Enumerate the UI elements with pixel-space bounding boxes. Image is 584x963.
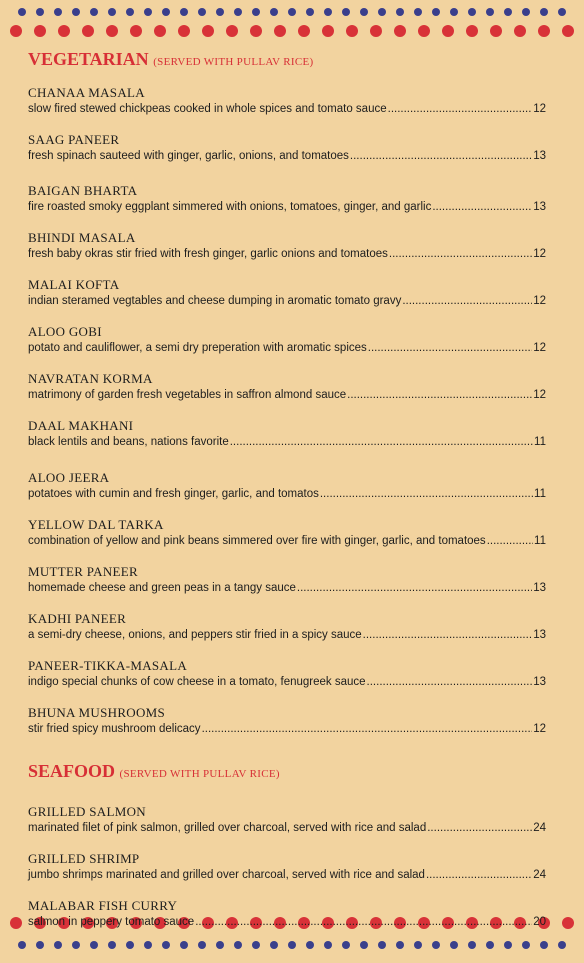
border-dot [288, 941, 296, 949]
border-dot [58, 25, 70, 37]
dot-leader [432, 199, 532, 215]
menu-item [28, 851, 546, 883]
border-dot [514, 25, 526, 37]
menu-item [28, 517, 546, 549]
menu-item [28, 85, 546, 117]
border-dot [396, 8, 404, 16]
border-dot [466, 25, 478, 37]
border-dot [198, 941, 206, 949]
border-dot [180, 941, 188, 949]
border-dot [234, 8, 242, 16]
border-dot [360, 941, 368, 949]
border-dot [378, 941, 386, 949]
section-note: (SERVED WITH PULLAV RICE) [153, 56, 314, 68]
border-dot [36, 941, 44, 949]
border-dot [370, 25, 382, 37]
border-dot [270, 941, 278, 949]
dot-leader [202, 721, 533, 737]
border-dot [82, 25, 94, 37]
top-border-large-dots [0, 25, 584, 37]
item-name: BHINDI MASALA [28, 230, 136, 245]
menu-item [28, 611, 546, 643]
section-title-vegetarian [28, 48, 546, 73]
border-dot [216, 8, 224, 16]
menu-item [28, 898, 546, 930]
border-dot [54, 941, 62, 949]
item-name: MALAI KOFTA [28, 277, 120, 292]
border-dot [562, 917, 574, 929]
item-name: MALABAR FISH CURRY [28, 898, 178, 913]
item-description: combination of yellow and pink beans simmered over fire with ginger, garlic, and tomatoes [28, 535, 486, 547]
section-note: (SERVED WITH PULLAV RICE) [119, 768, 280, 780]
border-dot [562, 25, 574, 37]
item-name: MUTTER PANEER [28, 564, 138, 579]
item-description: jumbo shrimps marinated and grilled over charcoal, served with rice and salad [28, 869, 425, 881]
border-dot [234, 941, 242, 949]
border-dot [178, 25, 190, 37]
border-dot [130, 25, 142, 37]
border-dot [324, 8, 332, 16]
border-dot [274, 25, 286, 37]
menu-item [28, 371, 546, 403]
border-dot [126, 8, 134, 16]
border-dot [250, 25, 262, 37]
item-name: YELLOW DAL TARKA [28, 517, 164, 532]
item-description: fresh spinach sauteed with ginger, garlic, onions, and tomatoes [28, 150, 349, 162]
menu-item [28, 230, 546, 262]
border-dot [90, 8, 98, 16]
dot-leader [427, 820, 532, 836]
border-dot [10, 917, 22, 929]
dot-leader [230, 434, 533, 450]
border-dot [468, 941, 476, 949]
item-price: 11 [534, 436, 546, 448]
dot-leader [195, 914, 532, 930]
dot-leader [320, 486, 533, 502]
border-dot [144, 8, 152, 16]
border-dot [504, 941, 512, 949]
item-description: a semi-dry cheese, onions, and peppers stir fried in a spicy sauce [28, 629, 362, 641]
dot-leader [367, 674, 533, 690]
border-dot [394, 25, 406, 37]
border-dot [162, 941, 170, 949]
item-description: homemade cheese and green peas in a tangy sauce [28, 582, 296, 594]
border-dot [252, 941, 260, 949]
item-price: 13 [533, 201, 546, 213]
border-dot [306, 941, 314, 949]
dot-leader [350, 148, 532, 164]
border-dot [540, 941, 548, 949]
item-price: 12 [533, 103, 546, 115]
dot-leader [297, 580, 532, 596]
item-name: ALOO GOBI [28, 324, 102, 339]
border-dot [378, 8, 386, 16]
border-dot [342, 941, 350, 949]
border-dot [346, 25, 358, 37]
border-dot [108, 8, 116, 16]
item-price: 12 [533, 248, 546, 260]
item-price: 24 [533, 822, 546, 834]
dot-leader [363, 627, 533, 643]
border-dot [288, 8, 296, 16]
menu-item [28, 705, 546, 737]
item-price: 20 [533, 916, 546, 928]
item-name: ALOO JEERA [28, 470, 110, 485]
border-dot [486, 941, 494, 949]
border-dot [324, 941, 332, 949]
item-name: KADHI PANEER [28, 611, 127, 626]
item-price: 12 [533, 723, 546, 735]
border-dot [36, 8, 44, 16]
border-dot [202, 25, 214, 37]
border-dot [270, 8, 278, 16]
item-description: black lentils and beans, nations favorite [28, 436, 229, 448]
border-dot [154, 25, 166, 37]
dot-leader [389, 246, 532, 262]
item-name: PANEER-TIKKA-MASALA [28, 658, 188, 673]
menu-item [28, 132, 546, 164]
section-title-seafood [28, 760, 546, 785]
border-dot [216, 941, 224, 949]
item-name: BHUNA MUSHROOMS [28, 705, 166, 720]
border-dot [18, 8, 26, 16]
item-price: 24 [533, 869, 546, 881]
border-dot [396, 941, 404, 949]
dot-leader [487, 533, 533, 549]
border-dot [18, 941, 26, 949]
border-dot [144, 941, 152, 949]
border-dot [414, 941, 422, 949]
border-dot [360, 8, 368, 16]
item-name: SAAG PANEER [28, 132, 120, 147]
menu-item [28, 804, 546, 836]
item-name: BAIGAN BHARTA [28, 183, 138, 198]
item-description: fire roasted smoky eggplant simmered with onions, tomatoes, ginger, and garlic [28, 201, 432, 213]
menu-item [28, 277, 546, 309]
border-dot [106, 25, 118, 37]
item-description: fresh baby okras stir fried with fresh ginger, garlic onions and tomatoes [28, 248, 388, 260]
border-dot [558, 941, 566, 949]
border-dot [226, 25, 238, 37]
border-dot [10, 25, 22, 37]
dot-leader [402, 293, 532, 309]
section-title-text: VEGETARIAN [28, 49, 149, 69]
item-description: slow fired stewed chickpeas cooked in whole spices and tomato sauce [28, 103, 387, 115]
item-name: NAVRATAN KORMA [28, 371, 153, 386]
border-dot [198, 8, 206, 16]
border-dot [252, 8, 260, 16]
item-description: marinated filet of pink salmon, grilled over charcoal, served with rice and salad [28, 822, 427, 834]
border-dot [90, 941, 98, 949]
menu-item [28, 324, 546, 356]
item-description: salmon in peppery tomato sauce [28, 916, 195, 928]
item-description: indigo special chunks of cow cheese in a tomato, fenugreek sauce [28, 676, 366, 688]
border-dot [432, 941, 440, 949]
border-dot [72, 941, 80, 949]
border-dot [180, 8, 188, 16]
menu-item [28, 658, 546, 690]
border-dot [126, 941, 134, 949]
border-dot [34, 25, 46, 37]
border-dot [504, 8, 512, 16]
item-name: GRILLED SALMON [28, 804, 146, 819]
border-dot [306, 8, 314, 16]
menu-item [28, 470, 546, 502]
border-dot [162, 8, 170, 16]
item-price: 13 [533, 150, 546, 162]
border-dot [558, 8, 566, 16]
item-price: 11 [534, 488, 546, 500]
border-dot [540, 8, 548, 16]
menu-content [28, 48, 546, 930]
border-dot [342, 8, 350, 16]
item-price: 12 [533, 389, 546, 401]
dot-leader [388, 101, 533, 117]
item-description: potato and cauliflower, a semi dry preperation with aromatic spices [28, 342, 367, 354]
item-price: 11 [534, 535, 546, 547]
item-name: DAAL MAKHANI [28, 418, 134, 433]
border-dot [418, 25, 430, 37]
item-name: CHANAA MASALA [28, 85, 145, 100]
border-dot [522, 941, 530, 949]
menu-item [28, 564, 546, 596]
dot-leader [426, 867, 532, 883]
item-price: 13 [533, 629, 546, 641]
border-dot [450, 941, 458, 949]
bottom-border-small-dots [0, 941, 584, 949]
border-dot [522, 8, 530, 16]
border-dot [414, 8, 422, 16]
item-description: stir fried spicy mushroom delicacy [28, 723, 201, 735]
menu-item [28, 183, 546, 215]
item-description: indian steramed vegtables and cheese dumping in aromatic tomato gravy [28, 295, 402, 307]
border-dot [298, 25, 310, 37]
item-price: 13 [533, 676, 546, 688]
border-dot [108, 941, 116, 949]
section-title-text: SEAFOOD [28, 761, 116, 781]
item-name: GRILLED SHRIMP [28, 851, 140, 866]
dot-leader [368, 340, 532, 356]
border-dot [54, 8, 62, 16]
menu-item [28, 418, 546, 450]
border-dot [442, 25, 454, 37]
item-price: 12 [533, 342, 546, 354]
border-dot [450, 8, 458, 16]
border-dot [538, 25, 550, 37]
border-dot [72, 8, 80, 16]
item-price: 12 [533, 295, 546, 307]
border-dot [322, 25, 334, 37]
item-description: matrimony of garden fresh vegetables in saffron almond sauce [28, 389, 347, 401]
border-dot [486, 8, 494, 16]
top-border-small-dots [0, 8, 584, 16]
border-dot [432, 8, 440, 16]
border-dot [490, 25, 502, 37]
item-description: potatoes with cumin and fresh ginger, garlic, and tomatos [28, 488, 319, 500]
item-price: 13 [533, 582, 546, 594]
border-dot [468, 8, 476, 16]
dot-leader [347, 387, 532, 403]
